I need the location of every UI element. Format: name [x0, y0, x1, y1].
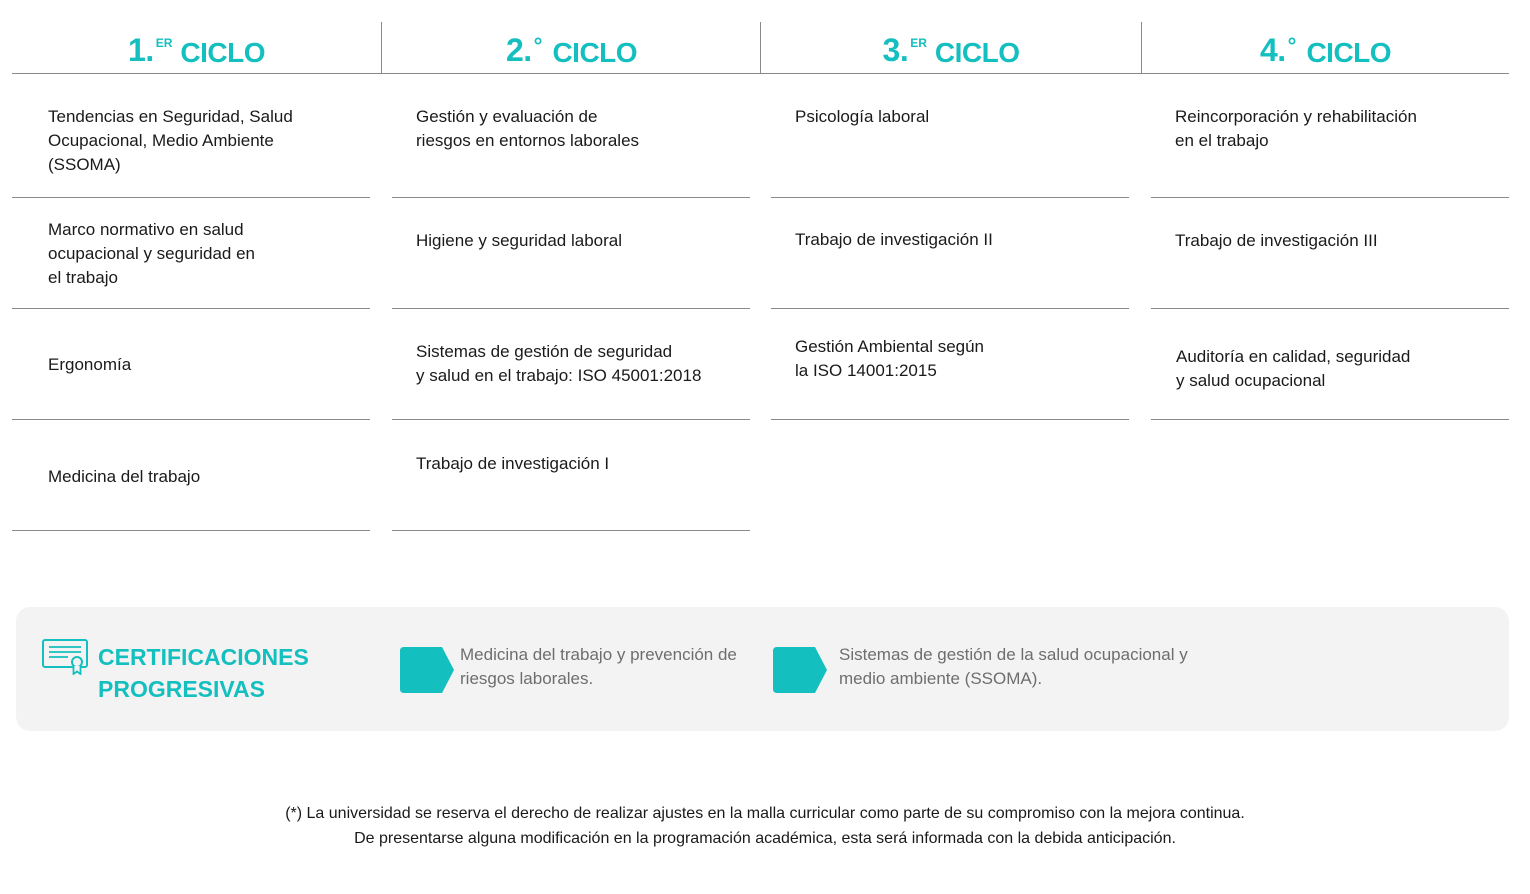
certifications-title: CERTIFICACIONES PROGRESIVAS [98, 644, 309, 702]
course-name: Medicina del trabajo [48, 467, 201, 486]
cycle-4-header [1142, 22, 1509, 74]
footnote-line-1: (*) La universidad se reserva el derecho de realizar ajustes en la malla curricular como parte de su compromiso con la mejora continua. [285, 805, 1245, 822]
course-name: Higiene y seguridad laboral [416, 231, 623, 250]
course-name: Psicología laboral [795, 107, 930, 126]
cycle-4-courses [1151, 74, 1509, 420]
course-cell [12, 309, 370, 420]
cycle-1-label: CICLO [180, 37, 265, 68]
cycle-3-courses [771, 74, 1129, 420]
cycle-2-label: CICLO [552, 37, 638, 68]
course-name: Trabajo de investigación II [795, 230, 993, 249]
course-cell [1151, 198, 1509, 309]
cycle-1-header [12, 22, 381, 74]
certificate-icon [42, 639, 88, 675]
cycle-4-suffix: ° [1287, 33, 1297, 58]
course-name: Ergonomía [48, 355, 132, 374]
course-name: Trabajo de investigación I [416, 454, 610, 473]
course-cell [392, 420, 750, 531]
course-cell [12, 420, 370, 531]
course-cell [392, 198, 750, 309]
certification-item: Medicina del trabajo y prevención de riesgos laborales. [460, 645, 737, 688]
course-name: Gestión y evaluación de riesgos en entornos laborales [416, 107, 640, 150]
cycle-3-label: CICLO [934, 37, 1020, 68]
course-name: Trabajo de investigación III [1175, 231, 1378, 250]
cycle-2-number: 2. [505, 32, 532, 68]
course-cell [1151, 74, 1509, 198]
course-cell [12, 74, 370, 198]
course-name: Gestión Ambiental según la ISO 14001:2015 [795, 337, 985, 380]
certification-badge-icon [773, 647, 827, 693]
course-cell [1151, 309, 1509, 420]
course-name: Tendencias en Seguridad, Salud Ocupacional, Medio Ambiente (SSOMA) [48, 107, 293, 174]
footnote-line-2: De presentarse alguna modificación en la programación académica, esta será informada con la debida anticipación. [354, 830, 1176, 847]
cycle-2-header [382, 22, 761, 74]
cycle-3-suffix: ER [910, 36, 927, 50]
cycle-3-header [761, 22, 1141, 74]
certification-badge-icon [400, 647, 454, 693]
course-cell [12, 198, 370, 309]
cycle-3-number: 3. [882, 32, 909, 68]
cycle-header-row [12, 22, 1509, 74]
cycle-2-courses [392, 74, 750, 531]
cycle-2-suffix: ° [533, 33, 543, 58]
certification-item: Sistemas de gestión de la salud ocupacional y medio ambiente (SSOMA). [839, 645, 1188, 688]
course-cell [771, 198, 1129, 309]
course-cell [771, 74, 1129, 198]
course-name: Reincorporación y rehabilitación en el trabajo [1175, 107, 1417, 150]
cycle-4-label: CICLO [1306, 37, 1392, 68]
course-name: Auditoría en calidad, seguridad y salud ocupacional [1176, 347, 1411, 390]
cycle-1-courses [12, 74, 370, 531]
cycle-4-number: 4. [1259, 32, 1286, 68]
course-name: Marco normativo en salud ocupacional y seguridad en el trabajo [48, 220, 255, 287]
course-cell [392, 74, 750, 198]
course-cell [392, 309, 750, 420]
course-cell [771, 309, 1129, 420]
certifications-box [16, 607, 1509, 731]
cycle-1-suffix: ER [155, 36, 173, 50]
cycle-1-number: 1. [128, 32, 154, 68]
footnote [0, 801, 1530, 851]
course-name: Sistemas de gestión de seguridad y salud en el trabajo: ISO 45001:2018 [416, 342, 702, 385]
